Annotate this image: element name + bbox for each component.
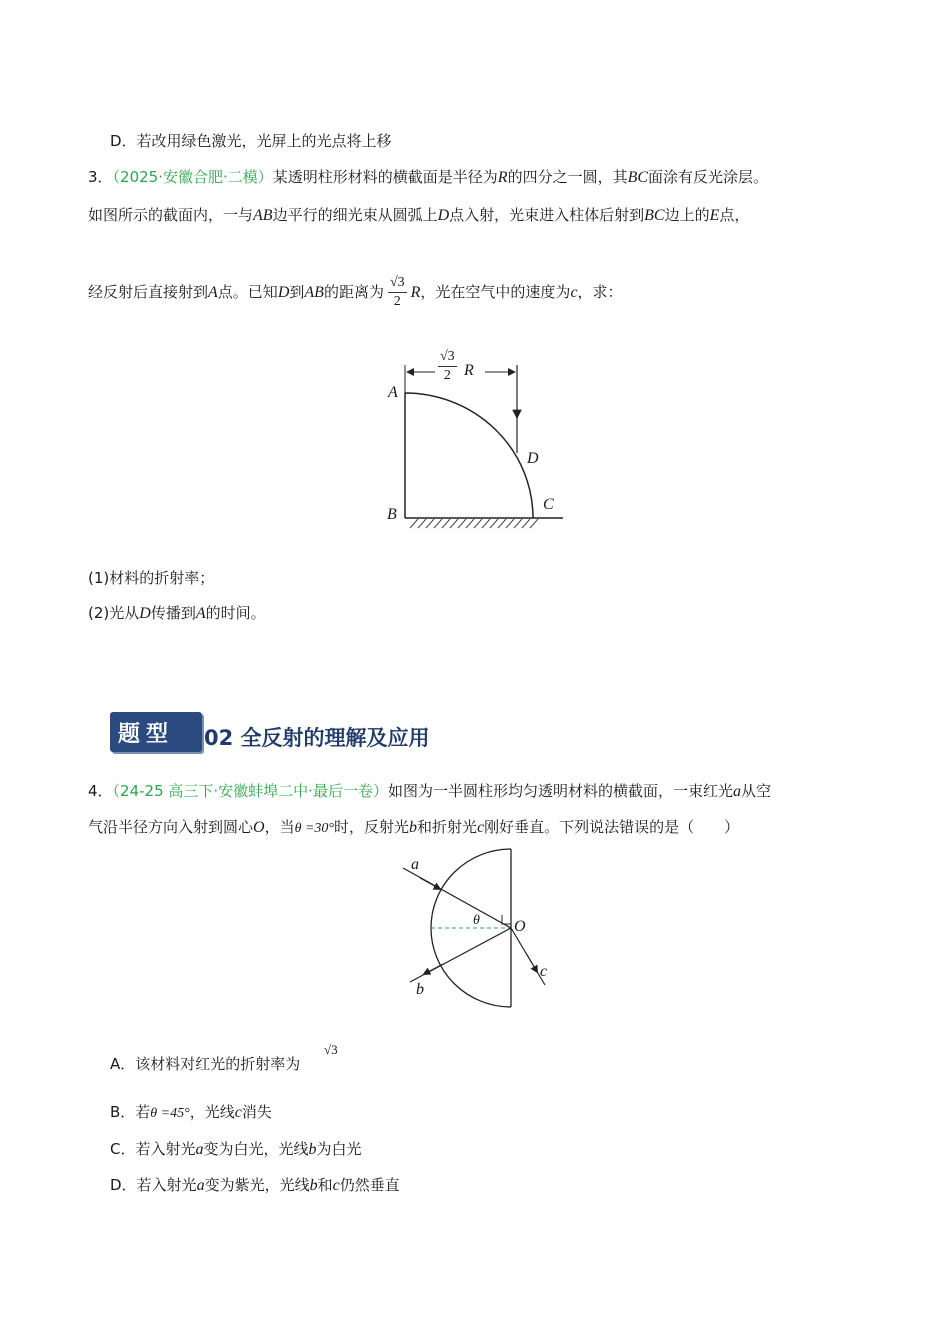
figure-label-a: A (388, 384, 398, 401)
text: 为白光 (316, 1140, 362, 1158)
text: 消失 (241, 1103, 272, 1121)
text: 和折射光 (417, 818, 478, 836)
figure-label-c: C (543, 496, 554, 513)
q3-sub2 (88, 603, 266, 624)
text: 气沿半径方向入射到圆心 (88, 818, 254, 836)
figure-label-o: O (514, 918, 526, 935)
section-title: 02 全反射的理解及应用 (204, 726, 430, 750)
text: 面涂有反光涂层。 (648, 168, 769, 186)
q4-source: （24-25 高三下·安徽蚌埠二中·最后一卷） (112, 782, 388, 800)
text: C．若入射光 (110, 1140, 196, 1158)
var-b: b (409, 819, 418, 836)
var-c: c (477, 819, 485, 836)
text: 的距离为 (323, 283, 384, 301)
text: 到 (289, 283, 305, 301)
q3-sub1: (1)材料的折射率； (88, 569, 215, 587)
text: (2)光从 (88, 604, 140, 622)
text: 某透明柱形材料的横截面是半径为 (272, 168, 498, 186)
text: ，求： (577, 283, 623, 301)
quarter-arc (405, 393, 533, 518)
var-a: a (732, 783, 741, 800)
text: 点入射，光束进入柱体后射到 (449, 206, 645, 224)
text: 的时间。 (205, 604, 266, 622)
text: 点。已知 (217, 283, 278, 301)
var-bc: BC (627, 169, 649, 186)
var-e: E (709, 207, 720, 224)
var-d: D (277, 284, 290, 301)
text: 经反射后直接射到 (88, 283, 209, 301)
text: 如图为一半圆柱形均匀透明材料的横截面，一束红光 (387, 782, 733, 800)
var-o: O (253, 819, 265, 836)
text: 点， (719, 206, 750, 224)
option-a-sqrt3: √3 (324, 1042, 338, 1057)
var-ab: AB (253, 207, 273, 224)
hatch-coating (410, 519, 538, 528)
ray-a-arrow (420, 878, 438, 888)
text: ，当 (264, 818, 295, 836)
theta-45: θ =45° (150, 1106, 190, 1121)
q4-option-d (110, 1175, 400, 1196)
figure-label-d: D (527, 450, 539, 467)
var-c: c (234, 1104, 242, 1121)
figure-label-b: b (416, 981, 424, 998)
q4-number: 4． (88, 782, 113, 800)
figure-label-r: R (464, 362, 474, 379)
text: 变为白光，光线 (203, 1140, 309, 1158)
var-r: R (410, 284, 421, 301)
text: 时，反射光 (334, 818, 410, 836)
figure-label-c: c (540, 963, 548, 980)
q3-line-2 (88, 205, 749, 226)
q3-line-3 (88, 273, 623, 312)
var-d: D (139, 605, 151, 622)
frac-numerator: √3 (388, 274, 407, 293)
ray-a (403, 868, 511, 928)
section-badge-label: 题型 (118, 721, 175, 747)
frac-denominator: 2 (443, 368, 451, 383)
var-a: a (196, 1177, 205, 1194)
text: B．若 (110, 1103, 151, 1121)
var-ab: AB (304, 284, 324, 301)
text: 刚好垂直。下列说法错误的是（ ） (484, 818, 740, 836)
q4-option-b (110, 1102, 272, 1124)
text: 的四分之一圆，其 (507, 168, 628, 186)
frac-numerator: √3 (438, 348, 457, 367)
var-bc: BC (644, 207, 665, 224)
right-angle-mark (502, 915, 511, 924)
text: ，光线 (189, 1103, 235, 1121)
text: A．该材料对红光的折射率为 (110, 1055, 301, 1073)
q4-option-a (110, 1054, 300, 1074)
var-a: A (208, 284, 218, 301)
text: 传播到 (150, 604, 196, 622)
var-b: b (309, 1177, 318, 1194)
frac-denominator: 2 (393, 294, 401, 309)
text: 和 (317, 1176, 333, 1194)
text: 边平行的细光束从圆弧上 (272, 206, 438, 224)
section-badge (110, 712, 202, 752)
fraction-sqrt3-over-2 (388, 274, 407, 311)
figure-fraction (438, 348, 457, 385)
q4-line-1 (88, 781, 771, 802)
ray-c-arrow (526, 953, 536, 970)
figure-label-b: B (387, 506, 397, 523)
theta-30: θ =30° (294, 821, 335, 836)
text: 仍然垂直 (339, 1176, 400, 1194)
ray-b-arrow (426, 964, 443, 973)
var-r: R (497, 169, 508, 186)
text: 变为紫光，光线 (204, 1176, 310, 1194)
q3-source: （2025·安徽合肥·二模） (112, 168, 273, 186)
figure-label-theta: θ (473, 913, 480, 928)
text: 如图所示的截面内，一与 (88, 206, 254, 224)
var-a: a (195, 1141, 204, 1158)
ray-b (410, 928, 511, 982)
q3-line-1 (88, 167, 768, 188)
var-c: c (332, 1177, 340, 1194)
q4-line-2 (88, 817, 739, 839)
q3-number: 3． (88, 168, 113, 186)
text: 边上的 (664, 206, 710, 224)
var-b: b (308, 1141, 317, 1158)
text: ，光在空气中的速度为 (420, 283, 571, 301)
var-c: c (570, 284, 578, 301)
var-a: A (195, 605, 206, 622)
q4-option-c (110, 1139, 362, 1160)
text: D．若入射光 (110, 1176, 197, 1194)
text: 从空 (740, 782, 771, 800)
semicircle-arc (431, 849, 511, 1007)
var-d: D (437, 207, 450, 224)
q2-option-d: D．若改用绿色激光，光屏上的光点将上移 (110, 132, 392, 150)
figure-label-a: a (411, 856, 419, 873)
